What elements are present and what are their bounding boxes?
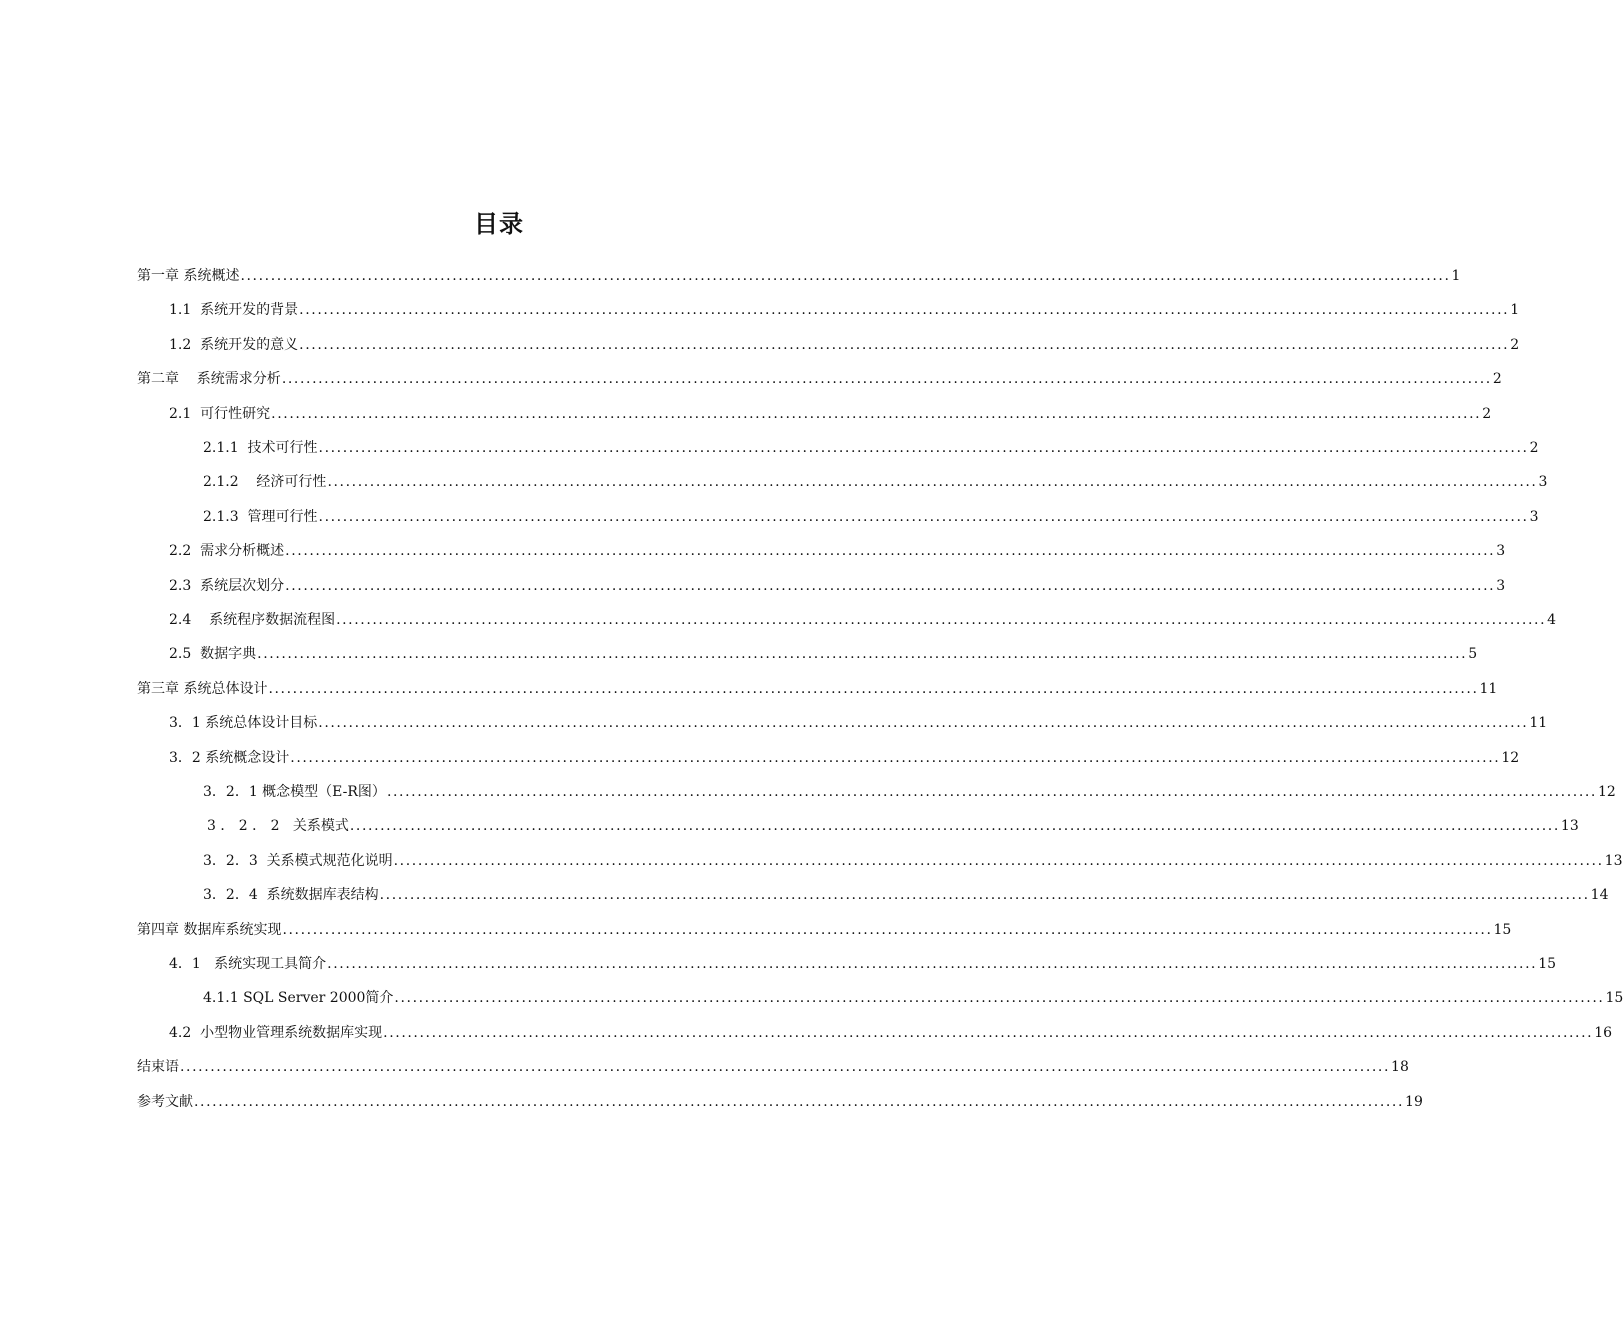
toc-entry-label: 3．1 系统总体设计目标 (169, 715, 318, 732)
toc-entry-label: 第三章 系统总体设计 (137, 680, 268, 697)
toc-entry-page: 4 (1547, 612, 1557, 628)
toc-leader-dots: ........................................................................................................................................................................................................ (327, 474, 1538, 491)
toc-entry[interactable] (169, 1019, 1613, 1043)
toc-entry-page: 16 (1594, 1024, 1613, 1041)
toc-leader-dots: ........................................................................................................................................................................................................ (327, 956, 1538, 972)
toc-entry[interactable] (169, 572, 1506, 596)
toc-entry-label: 2.3 系统层次划分 (169, 577, 285, 594)
toc-entry-page: 3 (1496, 577, 1506, 594)
toc-entry-label: 参考文献 (137, 1093, 193, 1110)
toc-entry[interactable] (203, 503, 1539, 527)
toc-entry-page: 2 (1510, 336, 1520, 353)
toc-leader-dots: ........................................................................................................................................................................................................ (282, 921, 1493, 938)
toc-leader-dots: ........................................................................................................................................................................................................ (299, 336, 1510, 353)
toc-leader-dots: ........................................................................................................................................................................................................ (290, 749, 1501, 766)
toc-entry[interactable] (169, 400, 1492, 424)
toc-entry-page: 2 (1482, 405, 1492, 422)
toc-entry-label: 1.1 系统开发的背景 (169, 302, 299, 319)
toc-entry-page: 3 (1529, 508, 1539, 525)
toc-leader-dots: ........................................................................................................................................................................................................ (349, 818, 1560, 835)
toc-entry[interactable] (137, 365, 1502, 389)
toc-leader-dots: ........................................................................................................................................................................................................ (257, 646, 1468, 663)
toc-entry-label: 第四章 数据库系统实现 (137, 921, 282, 938)
toc-leader-dots: ........................................................................................................................................................................................................ (318, 508, 1529, 525)
toc-entry[interactable] (137, 1088, 1423, 1112)
toc-leader-dots: ........................................................................................................................................................................................................ (386, 784, 1597, 800)
toc-entry-page: 18 (1391, 1059, 1409, 1076)
toc-leader-dots: ........................................................................................................................................................................................................ (285, 577, 1496, 594)
toc-entry[interactable] (137, 1053, 1409, 1077)
toc-entry-label: 第二章 系统需求分析 (137, 371, 281, 388)
toc-entry-page: 13 (1560, 818, 1579, 835)
toc-leader-dots: ........................................................................................................................................................................................................ (394, 990, 1605, 1007)
toc-entry[interactable] (203, 984, 1623, 1008)
toc-entry-page: 19 (1405, 1093, 1423, 1110)
toc-entry-label: 3．2 系统概念设计 (169, 749, 290, 766)
toc-entry-label: 2.5 数据字典 (169, 646, 257, 663)
toc-entry-label: 2.1.3 管理可行性 (203, 508, 318, 525)
toc-leader-dots: ........................................................................................................................................................................................................ (194, 1093, 1405, 1110)
toc-entry[interactable] (169, 744, 1520, 768)
toc-entry-label: 4.1.1 SQL Server 2000简介 (203, 990, 394, 1007)
toc-leader-dots: ........................................................................................................................................................................................................ (379, 887, 1590, 904)
toc-entry-label: 4．1 系统实现工具简介 (169, 956, 327, 972)
toc-leader-dots: ........................................................................................................................................................................................................ (318, 440, 1529, 456)
toc-entry-page: 5 (1468, 646, 1478, 663)
toc-entry-page: 1 (1451, 268, 1461, 284)
toc-entry[interactable] (137, 916, 1512, 940)
toc-leader-dots: ........................................................................................................................................................................................................ (271, 405, 1482, 422)
toc-entry-page: 2 (1529, 440, 1539, 456)
toc-entry-label: 2.4 系统程序数据流程图 (169, 612, 336, 628)
toc-entry[interactable] (169, 537, 1506, 561)
toc-entry-page: 3 (1496, 543, 1506, 560)
toc-entry[interactable] (137, 262, 1461, 286)
toc-leader-dots: ........................................................................................................................................................................................................ (268, 680, 1479, 697)
toc-entry[interactable] (169, 331, 1520, 355)
toc-leader-dots: ........................................................................................................................................................................................................ (336, 612, 1547, 628)
toc-entry-label: 3．2．1 概念模型（E-R图） (203, 784, 386, 800)
toc-entry-page: 13 (1604, 852, 1623, 869)
toc-entry-label: 2.1 可行性研究 (169, 405, 271, 422)
toc-entry[interactable] (169, 606, 1557, 630)
toc-entry[interactable] (169, 640, 1478, 664)
toc-entry-label: 3 ． 2 ． 2 关系模式 (207, 818, 349, 835)
toc-leader-dots: ........................................................................................................................................................................................................ (180, 1059, 1391, 1076)
toc-entry[interactable] (169, 296, 1520, 320)
toc-entry-page: 11 (1529, 715, 1548, 732)
toc-leader-dots: ........................................................................................................................................................................................................ (299, 302, 1510, 319)
toc-leader-dots: ........................................................................................................................................................................................................ (285, 543, 1496, 560)
toc-entry[interactable] (203, 778, 1616, 802)
toc-entry[interactable] (169, 950, 1557, 974)
toc-entry-label: 3．2．3 关系模式规范化说明 (203, 852, 393, 869)
toc-entry-page: 1 (1510, 302, 1520, 319)
toc-entry-label: 3．2．4 系统数据库表结构 (203, 887, 379, 904)
toc-leader-dots: ........................................................................................................................................................................................................ (393, 852, 1604, 869)
toc-entry[interactable] (169, 709, 1548, 733)
toc-entry-label: 1.2 系统开发的意义 (169, 336, 299, 353)
toc-leader-dots: ........................................................................................................................................................................................................ (281, 371, 1492, 388)
toc-entry[interactable] (203, 881, 1609, 905)
toc-entry-label: 2.1.1 技术可行性 (203, 440, 318, 456)
toc-entry-label: 第一章 系统概述 (137, 268, 240, 284)
toc-entry[interactable] (203, 468, 1548, 492)
toc-entry-page: 12 (1501, 749, 1520, 766)
toc-entry-label: 2.1.2 经济可行性 (203, 474, 327, 491)
toc-leader-dots: ........................................................................................................................................................................................................ (383, 1024, 1594, 1041)
toc-entry[interactable] (203, 847, 1623, 871)
toc-entry-page: 12 (1597, 784, 1616, 800)
toc-leader-dots: ........................................................................................................................................................................................................ (240, 268, 1451, 284)
toc-entry-label: 2.2 需求分析概述 (169, 543, 285, 560)
toc-entry-page: 11 (1479, 680, 1498, 697)
toc-entry-page: 15 (1493, 921, 1512, 938)
toc-entry[interactable] (203, 434, 1539, 458)
toc-entry[interactable] (207, 812, 1579, 836)
toc-entry-page: 3 (1538, 474, 1548, 491)
toc-entry-label: 4.2 小型物业管理系统数据库实现 (169, 1024, 383, 1041)
toc-entry-page: 15 (1538, 956, 1557, 972)
toc-entry-page: 14 (1590, 887, 1609, 904)
toc-entry[interactable] (137, 675, 1498, 699)
toc-leader-dots: ........................................................................................................................................................................................................ (318, 715, 1529, 732)
toc-entry-page: 15 (1605, 990, 1623, 1007)
toc-entry-page: 2 (1492, 371, 1502, 388)
page-title: 目录 (474, 210, 524, 238)
toc-entry-label: 结束语 (137, 1059, 179, 1076)
